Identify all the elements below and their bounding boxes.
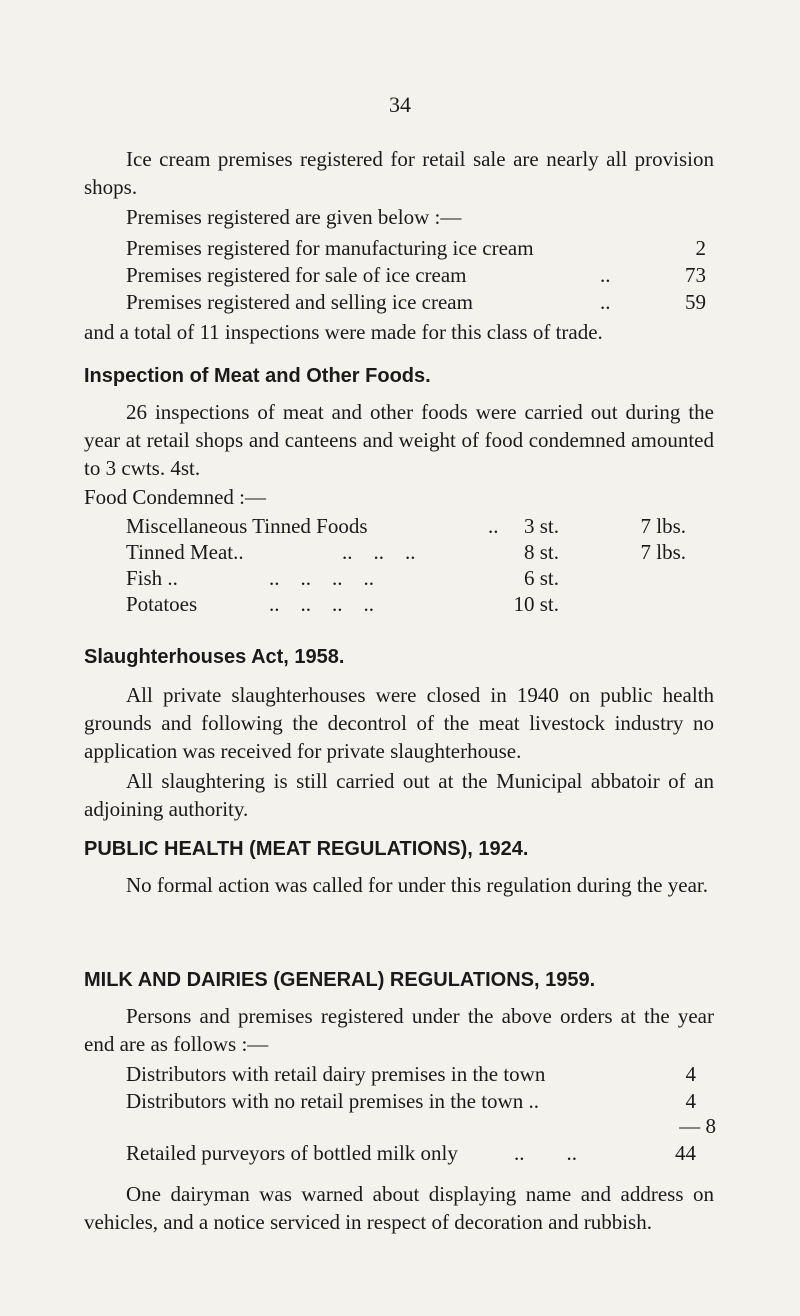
leader-dots: .. — [600, 290, 611, 314]
subtotal-value: — 8 — [679, 1114, 716, 1138]
item-label: Premises registered and selling ice cream — [126, 290, 473, 314]
item-label: Premises registered for sale of ice cream — [126, 263, 467, 287]
leader-dots: .. — [600, 263, 611, 287]
leader-dots: .. .. .. — [342, 540, 416, 564]
leader-dots: .. .. .. .. — [269, 566, 374, 590]
leader-dots: .. .. — [514, 1141, 577, 1165]
meat-paragraph: 26 inspections of meat and other foods were carried out during the year at retail shops and canteens and weight of food condemned amounted to 3 cwts. 4st. — [84, 400, 714, 480]
slaughterhouses-paragraph-1: All private slaughterhouses were closed in 1940 on public health grounds and following the decontrol of the meat livestock industry no application was received for private slaughterhouse. — [84, 683, 714, 763]
ice-cream-lead: Premises registered are given below :— — [126, 205, 462, 229]
item-label: Potatoes — [126, 592, 198, 616]
item-label: Retailed purveyors of bottled milk only — [126, 1141, 458, 1165]
item-value: 4 — [685, 1062, 696, 1086]
meat-heading: Inspection of Meat and Other Foods. — [84, 365, 431, 387]
item-value: 44 — [675, 1141, 696, 1165]
item-label: Miscellaneous Tinned Foods — [126, 514, 368, 538]
item-value: 8 st. — [523, 540, 559, 564]
milk-dairies-paragraph: Persons and premises registered under the above orders at the year end are as follows :— — [84, 1004, 714, 1056]
item-value: 6 st. — [523, 566, 559, 590]
ice-cream-intro: Ice cream premises registered for retail sale are nearly all provision shops. — [84, 147, 714, 199]
meat-regulations-heading: PUBLIC HEALTH (MEAT REGULATIONS), 1924. — [84, 838, 529, 860]
food-condemned-lead: Food Condemned :— — [84, 485, 266, 509]
item-label: Premises registered for manufacturing ice cream — [126, 236, 534, 260]
ice-cream-total: and a total of 11 inspections were made for this class of trade. — [84, 320, 603, 344]
milk-dairies-heading: MILK AND DAIRIES (GENERAL) REGULATIONS, 1959. — [84, 969, 596, 991]
meat-regulations-paragraph: No formal action was called for under this regulation during the year. — [126, 873, 708, 897]
item-value: 3 st. — [523, 514, 559, 538]
item-value: 2 — [695, 236, 706, 260]
leader-dots: .. .. .. .. — [269, 592, 374, 616]
item-label: Tinned Meat.. — [126, 540, 244, 564]
item-value: 73 — [685, 263, 706, 287]
item-extra: 7 lbs. — [640, 514, 686, 538]
page-number: 34 — [389, 92, 411, 117]
slaughterhouses-paragraph-2: All slaughtering is still carried out at the Municipal abbatoir of an adjoining authority. — [84, 769, 714, 821]
item-label: Distributors with retail dairy premises in the town — [126, 1062, 546, 1086]
leader-dots: .. — [488, 514, 499, 538]
item-value: 59 — [685, 290, 706, 314]
item-value: 4 — [685, 1089, 696, 1113]
item-value: 10 st. — [513, 592, 559, 616]
item-label: Distributors with no retail premises in the town .. — [126, 1089, 539, 1113]
item-extra: 7 lbs. — [640, 540, 686, 564]
item-label: Fish .. — [126, 566, 178, 590]
slaughterhouses-heading: Slaughterhouses Act, 1958. — [84, 646, 345, 668]
milk-closing-paragraph: One dairyman was warned about displaying name and address on vehicles, and a notice serviced in respect of decoration and rubbish. — [84, 1182, 714, 1234]
